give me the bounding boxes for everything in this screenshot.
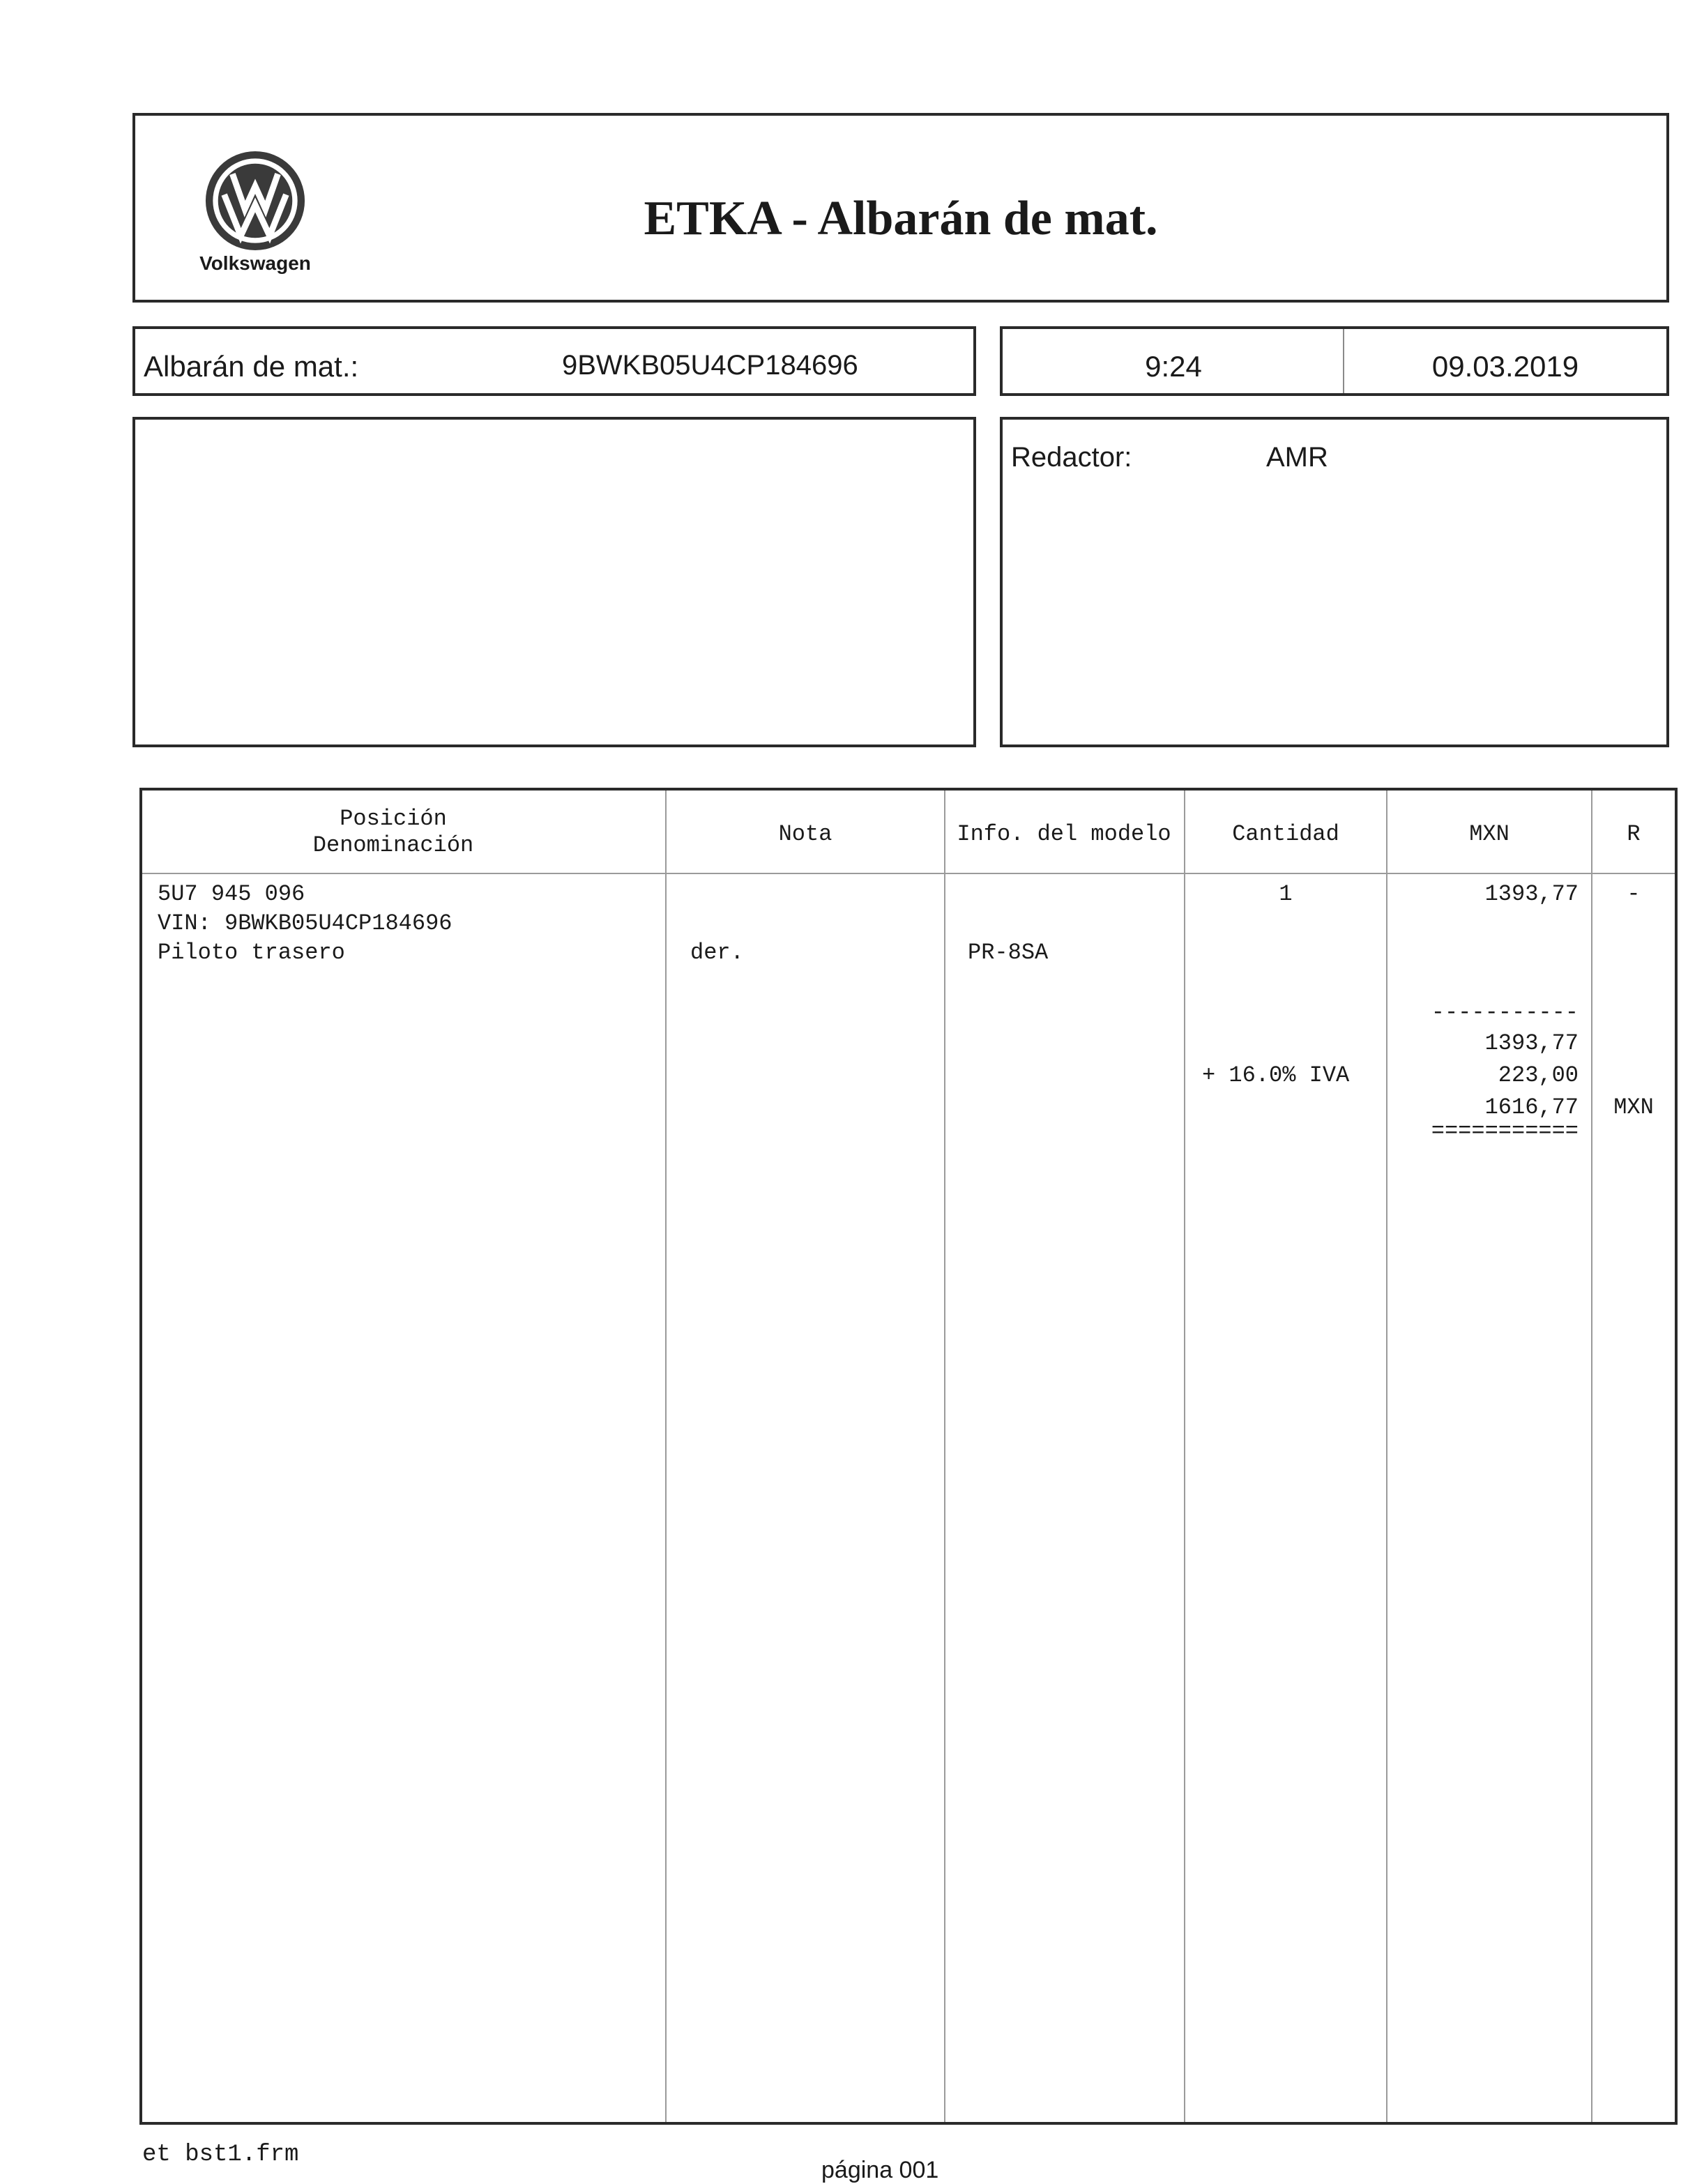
tax-label: + 16.0% IVA	[1202, 1062, 1350, 1088]
items-table	[139, 788, 1678, 2125]
item-price: 1393,77	[1484, 881, 1579, 907]
albaran-value: 9BWKB05U4CP184696	[562, 350, 858, 381]
column-divider	[665, 791, 667, 2122]
column-divider	[944, 791, 945, 2122]
column-header-quantity: Cantidad	[1232, 821, 1339, 847]
item-note: der.	[690, 940, 744, 965]
column-divider	[1184, 791, 1185, 2122]
column-divider	[1591, 791, 1592, 2122]
column-header-r: R	[1627, 821, 1641, 847]
header-rule	[142, 873, 1675, 874]
item-vin: VIN: 9BWKB05U4CP184696	[158, 910, 453, 936]
time-value: 9:24	[1145, 350, 1202, 383]
item-quantity: 1	[1279, 881, 1293, 907]
editor-value: AMR	[1266, 442, 1328, 473]
column-header-model-info: Info. del modelo	[957, 821, 1171, 847]
total-value: 1616,77	[1484, 1094, 1579, 1120]
footer-form-name: et bst1.frm	[142, 2141, 299, 2168]
albaran-number-box	[132, 326, 976, 396]
column-header-note: Nota	[778, 821, 832, 847]
subtotal-value: 1393,77	[1484, 1030, 1579, 1056]
column-header-currency: MXN	[1469, 821, 1510, 847]
albaran-label: Albarán de mat.:	[144, 350, 359, 383]
document-header	[132, 113, 1669, 303]
item-model-info: PR-8SA	[968, 940, 1049, 965]
totals-separator-single: -----------	[1431, 1000, 1579, 1025]
editor-label: Redactor:	[1011, 442, 1132, 473]
item-r-flag: -	[1627, 881, 1641, 907]
address-box	[132, 417, 976, 747]
datetime-box	[1000, 326, 1669, 396]
column-header-position: Posición	[340, 806, 447, 832]
item-part-number: 5U7 945 096	[158, 881, 305, 907]
total-currency: MXN	[1613, 1094, 1654, 1120]
tax-amount: 223,00	[1498, 1062, 1579, 1088]
brand-name: Volkswagen	[199, 252, 311, 274]
editor-box	[1000, 417, 1669, 747]
date-value: 09.03.2019	[1431, 350, 1579, 383]
footer-page-number: página 001	[821, 2157, 939, 2183]
column-divider	[1386, 791, 1387, 2122]
totals-separator-double: ===========	[1431, 1118, 1579, 1144]
column-header-denomination: Denominación	[312, 832, 474, 858]
item-description: Piloto trasero	[158, 940, 345, 965]
page-title: ETKA - Albarán de mat.	[644, 192, 1158, 245]
